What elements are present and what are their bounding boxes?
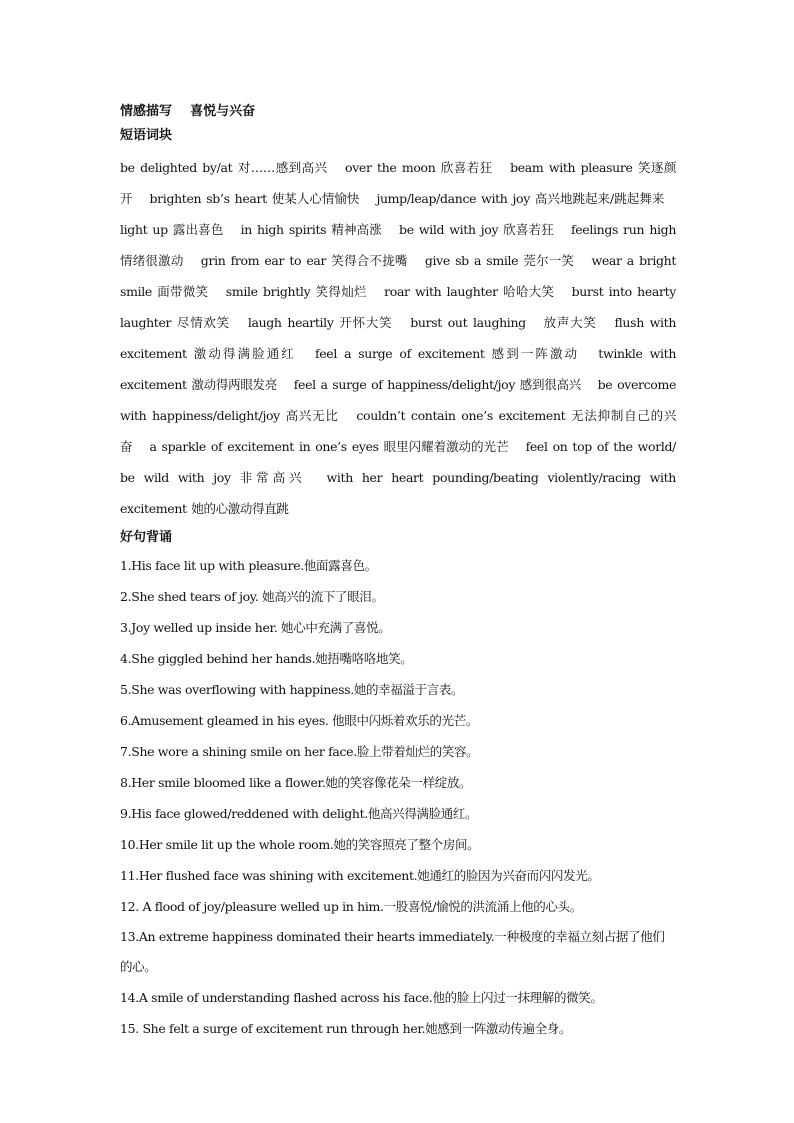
sentence-item: 4.She giggled behind her hands.她捂嘴咯咯地笑。	[120, 651, 413, 666]
sentence-item: 1.His face lit up with pleasure.他面露喜色。	[120, 558, 377, 573]
sentence-item: 9.His face glowed/reddened with delight.他高兴得满脸通红。	[120, 806, 478, 821]
sentence-item: 5.She was overflowing with happiness.她的幸福溢于言表。	[120, 682, 464, 697]
phrase-item: brighten sb’s heart 使某人心情愉快	[149, 191, 360, 206]
sentence-item: 2.She shed tears of joy. 她高兴的流下了眼泪。	[120, 589, 384, 604]
sentences-heading: 好句背诵	[120, 530, 173, 545]
phrase-item: beam with pleasure 笑逐颜开	[120, 160, 677, 206]
document-title: 情感描写 喜悦与兴奋	[120, 104, 256, 119]
sentence-item: 12. A flood of joy/pleasure welled up in him.一股喜悦/愉悦的洪流涌上他的心头。	[120, 899, 582, 914]
phrase-item: 放声大笑	[543, 315, 597, 330]
sentence-item: 15. She felt a surge of excitement run through her.她感到一阵激动传遍全身。	[120, 1021, 572, 1036]
phrase-item: burst out laughing	[410, 315, 526, 330]
sentence-item: 13.An extreme happiness dominated their hearts immediately.一种极度的幸福立刻占据了他们的心。	[120, 929, 665, 974]
phrase-item: jump/leap/dance with joy 高兴地跳起来/跳起舞来	[376, 191, 664, 206]
phrase-item: give sb a smile 莞尔一笑	[424, 253, 575, 268]
phrase-item: light up 露出喜色	[120, 222, 224, 237]
phrase-item: a sparkle of excitement in one’s eyes 眼里闪耀着激动的光芒	[149, 439, 509, 454]
phrases-heading: 短语词块	[120, 128, 173, 143]
phrase-item: be wild with joy 欣喜若狂	[399, 222, 554, 237]
phrase-item: flush with excitement 激动得满脸通红	[120, 315, 677, 361]
document-page	[120, 100, 676, 1044]
phrase-item: burst into hearty laughter 尽情欢笑	[120, 284, 677, 330]
sentence-list	[120, 550, 676, 1044]
phrase-item: grin from ear to ear 笑得合不拢嘴	[200, 253, 408, 268]
sentence-item: 3.Joy welled up inside her. 她心中充满了喜悦。	[120, 620, 391, 635]
sentence-item: 6.Amusement gleamed in his eyes. 他眼中闪烁着欢乐的光芒。	[120, 713, 478, 728]
phrase-item: wear a bright smile 面带微笑	[120, 253, 677, 299]
phrase-item: feel a surge of happiness/delight/joy 感到很高兴	[293, 377, 581, 392]
phrase-item: twinkle with excitement 激动得两眼发亮	[120, 346, 677, 392]
phrase-item: couldn’t contain one’s excitement 无法抑制自己的兴奋	[120, 408, 676, 454]
phrase-item: in high spirits 精神高涨	[240, 222, 382, 237]
phrase-item: laugh heartily 开怀大笑	[247, 315, 393, 330]
sentence-item: 10.Her smile lit up the whole room.她的笑容照亮了整个房间。	[120, 837, 480, 852]
sentence-item: 7.She wore a shining smile on her face.脸上带着灿烂的笑容。	[120, 744, 479, 759]
phrase-item: roar with laughter 哈哈大笑	[384, 284, 555, 299]
phrase-item: feel a surge of excitement 感到一阵激动	[314, 346, 580, 361]
phrase-item: be delighted by/at 对……感到高兴	[120, 160, 328, 175]
sentence-item: 11.Her flushed face was shining with excitement.她通红的脸因为兴奋而闪闪发光。	[120, 868, 600, 883]
phrase-item: over the moon 欣喜若狂	[345, 160, 493, 175]
sentence-item: 8.Her smile bloomed like a flower.她的笑容像花朵一样绽放。	[120, 775, 472, 790]
phrase-item: feelings run high 情绪很激动	[120, 222, 677, 268]
phrase-list	[120, 152, 676, 524]
sentence-item: 14.A smile of understanding flashed across his face.他的脸上闪过一抹理解的微笑。	[120, 990, 603, 1005]
phrase-item: be overcome with happiness/delight/joy 高兴无比	[120, 377, 677, 423]
phrase-item: with her heart pounding/beating violently/racing with excitement 她的心激动得直跳	[120, 470, 677, 516]
phrase-item: feel on top of the world/ be wild with joy 非常高兴	[120, 439, 676, 485]
phrase-item: smile brightly 笑得灿烂	[225, 284, 367, 299]
